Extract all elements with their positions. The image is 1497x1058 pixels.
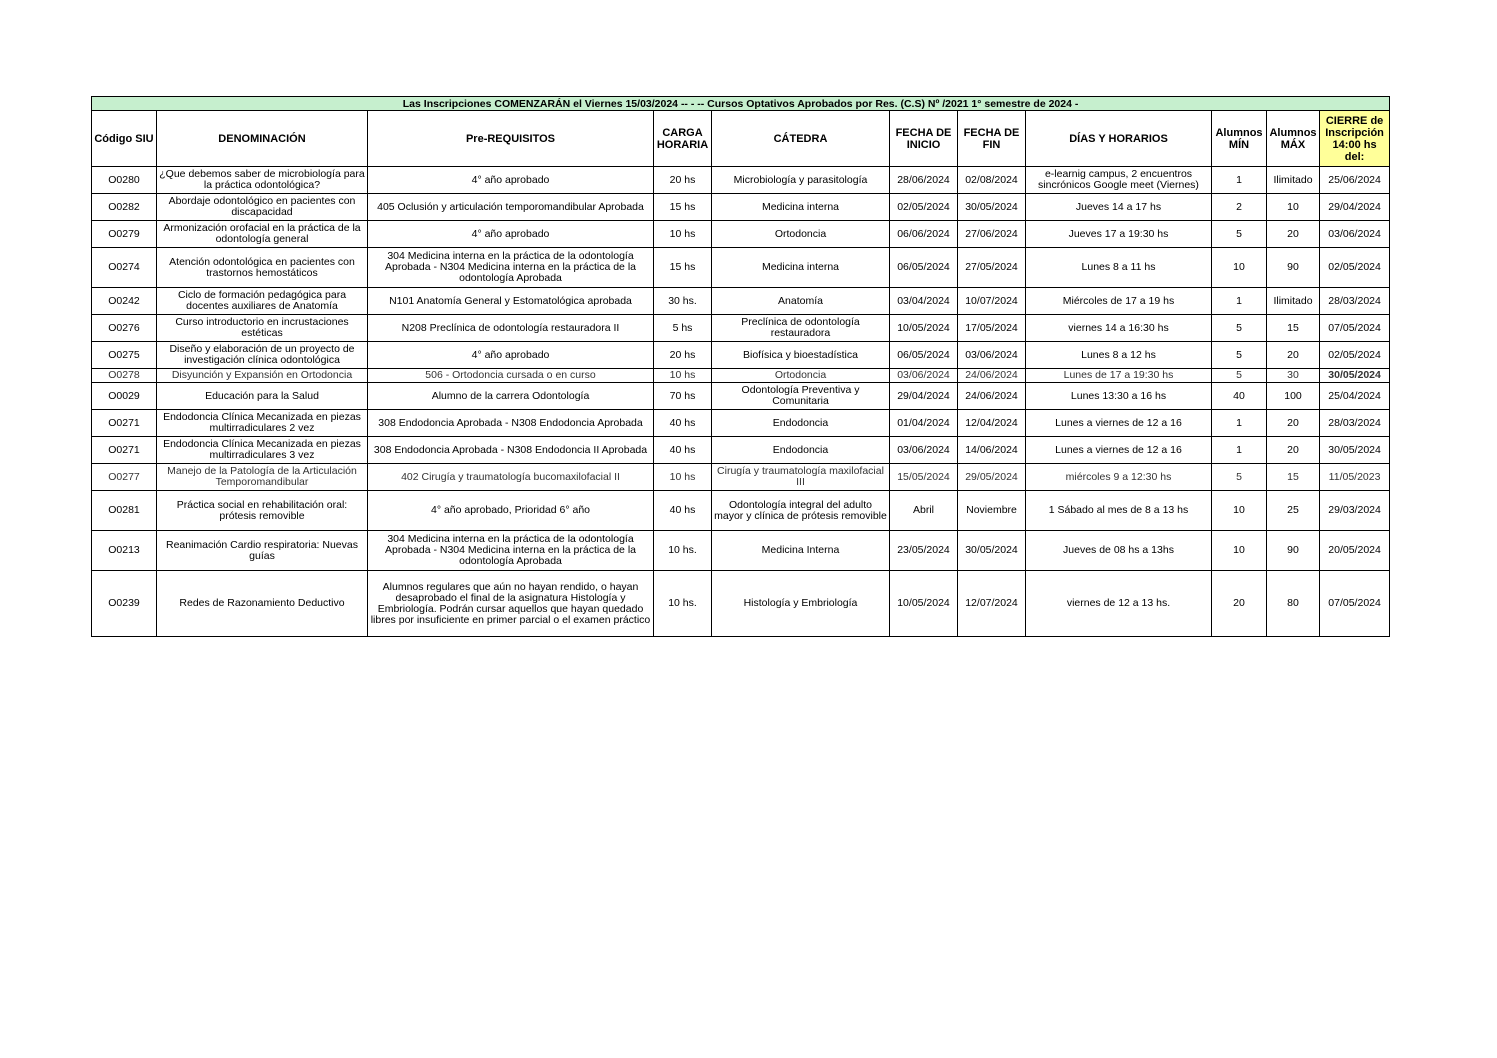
header-codigo: Código SIU — [92, 111, 157, 167]
cell-fin: 14/06/2024 — [958, 437, 1026, 464]
cell-codigo: O0275 — [92, 342, 157, 369]
cell-prereq: 308 Endodoncia Aprobada - N308 Endodoncia Aprobada — [368, 410, 654, 437]
table-row — [92, 410, 1390, 437]
cell-min: 5 — [1212, 464, 1267, 491]
cell-cierre: 25/06/2024 — [1320, 167, 1390, 194]
cell-fin: 24/06/2024 — [958, 369, 1026, 383]
cell-codigo: O0213 — [92, 531, 157, 571]
cell-inicio: 01/04/2024 — [890, 410, 958, 437]
cell-carga: 10 hs — [654, 221, 712, 248]
table-row — [92, 464, 1390, 491]
cell-min: 1 — [1212, 288, 1267, 315]
table-row — [92, 194, 1390, 221]
cell-cierre: 28/03/2024 — [1320, 288, 1390, 315]
cell-fin: 27/06/2024 — [958, 221, 1026, 248]
cell-denominacion: Disyunción y Expansión en Ortodoncia — [157, 369, 368, 383]
cell-cierre: 07/05/2024 — [1320, 571, 1390, 637]
cell-prereq: 304 Medicina interna en la práctica de la odontología Aprobada - N304 Medicina interna en la práctica de la odontología Aprobada — [368, 531, 654, 571]
cell-catedra: Histología y Embriología — [712, 571, 890, 637]
table-row — [92, 221, 1390, 248]
cell-carga: 5 hs — [654, 315, 712, 342]
cell-max: 90 — [1267, 531, 1320, 571]
cell-prereq: 304 Medicina interna en la práctica de la odontología Aprobada - N304 Medicina interna en la práctica de la odontología Aprobada — [368, 248, 654, 288]
cell-codigo: O0029 — [92, 383, 157, 410]
cell-catedra: Anatomía — [712, 288, 890, 315]
cell-max: 20 — [1267, 342, 1320, 369]
cell-max: 15 — [1267, 315, 1320, 342]
courses-table — [91, 96, 1390, 637]
header-carga: CARGA HORARIA — [654, 111, 712, 167]
cell-prereq: 4° año aprobado — [368, 342, 654, 369]
cell-fin: 27/05/2024 — [958, 248, 1026, 288]
cell-dias: Miércoles de 17 a 19 hs — [1026, 288, 1212, 315]
cell-prereq: 402 Cirugía y traumatología bucomaxilofacial II — [368, 464, 654, 491]
cell-cierre: 30/05/2024 — [1320, 369, 1390, 383]
cell-fin: 03/06/2024 — [958, 342, 1026, 369]
cell-dias: Jueves 17 a 19:30 hs — [1026, 221, 1212, 248]
cell-inicio: 03/06/2024 — [890, 369, 958, 383]
cell-carga: 20 hs — [654, 167, 712, 194]
cell-carga: 10 hs. — [654, 571, 712, 637]
cell-inicio: 06/05/2024 — [890, 342, 958, 369]
cell-codigo: O0274 — [92, 248, 157, 288]
cell-max: 25 — [1267, 491, 1320, 531]
cell-max: 15 — [1267, 464, 1320, 491]
cell-catedra: Endodoncia — [712, 437, 890, 464]
cell-dias: miércoles 9 a 12:30 hs — [1026, 464, 1212, 491]
cell-inicio: 29/04/2024 — [890, 383, 958, 410]
header-inicio: FECHA DE INICIO — [890, 111, 958, 167]
header-row — [92, 111, 1390, 167]
cell-prereq: 4° año aprobado — [368, 167, 654, 194]
cell-carga: 30 hs. — [654, 288, 712, 315]
cell-min: 2 — [1212, 194, 1267, 221]
cell-dias: viernes de 12 a 13 hs. — [1026, 571, 1212, 637]
cell-carga: 10 hs — [654, 369, 712, 383]
cell-codigo: O0278 — [92, 369, 157, 383]
cell-codigo: O0279 — [92, 221, 157, 248]
cell-dias: Lunes a viernes de 12 a 16 — [1026, 410, 1212, 437]
header-max: Alumnos MÁX — [1267, 111, 1320, 167]
table-row — [92, 315, 1390, 342]
cell-dias: Lunes de 17 a 19:30 hs — [1026, 369, 1212, 383]
cell-inicio: 15/05/2024 — [890, 464, 958, 491]
cell-fin: 12/04/2024 — [958, 410, 1026, 437]
cell-inicio: 02/05/2024 — [890, 194, 958, 221]
cell-catedra: Endodoncia — [712, 410, 890, 437]
cell-fin: 24/06/2024 — [958, 383, 1026, 410]
cell-fin: 17/05/2024 — [958, 315, 1026, 342]
cell-carga: 70 hs — [654, 383, 712, 410]
cell-prereq: Alumno de la carrera Odontología — [368, 383, 654, 410]
cell-carga: 15 hs — [654, 194, 712, 221]
cell-prereq: Alumnos regulares que aún no hayan rendido, o hayan desaprobado el final de la asignatura Histología y Embriología. Podrán cursar aquellos que hayan quedado libres por insuficiente en primer parcial o el examen práctico — [368, 571, 654, 637]
cell-fin: 12/07/2024 — [958, 571, 1026, 637]
cell-denominacion: Abordaje odontológico en pacientes con discapacidad — [157, 194, 368, 221]
cell-prereq: 405 Oclusión y articulación temporomandibular Aprobada — [368, 194, 654, 221]
cell-inicio: 10/05/2024 — [890, 315, 958, 342]
cell-inicio: 06/05/2024 — [890, 248, 958, 288]
cell-max: 10 — [1267, 194, 1320, 221]
cell-inicio: 03/04/2024 — [890, 288, 958, 315]
header-fin: FECHA DE FIN — [958, 111, 1026, 167]
cell-carga: 40 hs — [654, 491, 712, 531]
cell-dias: Lunes 8 a 11 hs — [1026, 248, 1212, 288]
cell-denominacion: Manejo de la Patología de la Articulación Temporomandibular — [157, 464, 368, 491]
cell-denominacion: Práctica social en rehabilitación oral: prótesis removible — [157, 491, 368, 531]
table-row — [92, 369, 1390, 383]
cell-catedra: Cirugía y traumatología maxilofacial III — [712, 464, 890, 491]
cell-max: 20 — [1267, 410, 1320, 437]
cell-cierre: 02/05/2024 — [1320, 248, 1390, 288]
cell-fin: 10/07/2024 — [958, 288, 1026, 315]
cell-inicio: Abril — [890, 491, 958, 531]
cell-denominacion: Armonización orofacial en la práctica de la odontología general — [157, 221, 368, 248]
cell-min: 40 — [1212, 383, 1267, 410]
header-catedra: CÁTEDRA — [712, 111, 890, 167]
table-row — [92, 437, 1390, 464]
cell-max: 20 — [1267, 437, 1320, 464]
cell-dias: Lunes 13:30 a 16 hs — [1026, 383, 1212, 410]
cell-cierre: 02/05/2024 — [1320, 342, 1390, 369]
cell-dias: Jueves 14 a 17 hs — [1026, 194, 1212, 221]
cell-catedra: Odontología Preventiva y Comunitaria — [712, 383, 890, 410]
cell-carga: 10 hs. — [654, 531, 712, 571]
cell-min: 10 — [1212, 531, 1267, 571]
cell-min: 1 — [1212, 437, 1267, 464]
table-row — [92, 248, 1390, 288]
cell-inicio: 06/06/2024 — [890, 221, 958, 248]
cell-cierre: 07/05/2024 — [1320, 315, 1390, 342]
table-row — [92, 571, 1390, 637]
cell-carga: 40 hs — [654, 437, 712, 464]
table-row — [92, 167, 1390, 194]
cell-max: 100 — [1267, 383, 1320, 410]
cell-codigo: O0239 — [92, 571, 157, 637]
cell-dias: 1 Sábado al mes de 8 a 13 hs — [1026, 491, 1212, 531]
cell-cierre: 03/06/2024 — [1320, 221, 1390, 248]
cell-denominacion: Atención odontológica en pacientes con trastornos hemostáticos — [157, 248, 368, 288]
cell-catedra: Preclínica de odontología restauradora — [712, 315, 890, 342]
table-row — [92, 342, 1390, 369]
cell-codigo: O0271 — [92, 437, 157, 464]
cell-min: 10 — [1212, 248, 1267, 288]
header-denominacion: DENOMINACIÓN — [157, 111, 368, 167]
cell-codigo: O0242 — [92, 288, 157, 315]
cell-denominacion: ¿Que debemos saber de microbiología para la práctica odontológica? — [157, 167, 368, 194]
cell-cierre: 29/03/2024 — [1320, 491, 1390, 531]
cell-denominacion: Diseño y elaboración de un proyecto de investigación clínica odontológica — [157, 342, 368, 369]
cell-max: Ilimitado — [1267, 167, 1320, 194]
cell-inicio: 23/05/2024 — [890, 531, 958, 571]
table-row — [92, 491, 1390, 531]
cell-fin: 29/05/2024 — [958, 464, 1026, 491]
table-row — [92, 383, 1390, 410]
cell-inicio: 03/06/2024 — [890, 437, 958, 464]
header-prereq: Pre-REQUISITOS — [368, 111, 654, 167]
header-min: Alumnos MÍN — [1212, 111, 1267, 167]
cell-dias: e-learnig campus, 2 encuentros sincrónicos Google meet (Viernes) — [1026, 167, 1212, 194]
cell-dias: Lunes a viernes de 12 a 16 — [1026, 437, 1212, 464]
cell-dias: viernes 14 a 16:30 hs — [1026, 315, 1212, 342]
cell-catedra: Biofísica y bioestadística — [712, 342, 890, 369]
cell-catedra: Odontología integral del adulto mayor y clínica de prótesis removible — [712, 491, 890, 531]
cell-denominacion: Redes de Razonamiento Deductivo — [157, 571, 368, 637]
cell-max: Ilimitado — [1267, 288, 1320, 315]
table-row — [92, 531, 1390, 571]
cell-max: 20 — [1267, 221, 1320, 248]
cell-prereq: 4° año aprobado, Prioridad 6° año — [368, 491, 654, 531]
cell-min: 5 — [1212, 315, 1267, 342]
header-cierre: CIERRE de Inscripción 14:00 hs del: — [1320, 111, 1390, 167]
cell-cierre: 11/05/2023 — [1320, 464, 1390, 491]
table-row — [92, 288, 1390, 315]
cell-cierre: 25/04/2024 — [1320, 383, 1390, 410]
cell-prereq: 506 - Ortodoncia cursada o en curso — [368, 369, 654, 383]
cell-cierre: 20/05/2024 — [1320, 531, 1390, 571]
cell-codigo: O0276 — [92, 315, 157, 342]
cell-denominacion: Endodoncia Clínica Mecanizada en piezas multirradiculares 2 vez — [157, 410, 368, 437]
cell-min: 5 — [1212, 369, 1267, 383]
cell-catedra: Ortodoncia — [712, 369, 890, 383]
cell-codigo: O0282 — [92, 194, 157, 221]
cell-inicio: 10/05/2024 — [890, 571, 958, 637]
cell-denominacion: Reanimación Cardio respiratoria: Nuevas guías — [157, 531, 368, 571]
cell-cierre: 28/03/2024 — [1320, 410, 1390, 437]
cell-codigo: O0281 — [92, 491, 157, 531]
cell-dias: Jueves de 08 hs a 13hs — [1026, 531, 1212, 571]
cell-max: 80 — [1267, 571, 1320, 637]
cell-codigo: O0271 — [92, 410, 157, 437]
cell-min: 5 — [1212, 342, 1267, 369]
cell-dias: Lunes 8 a 12 hs — [1026, 342, 1212, 369]
cell-denominacion: Educación para la Salud — [157, 383, 368, 410]
cell-carga: 40 hs — [654, 410, 712, 437]
cell-min: 1 — [1212, 167, 1267, 194]
cell-catedra: Medicina interna — [712, 194, 890, 221]
cell-carga: 20 hs — [654, 342, 712, 369]
cell-denominacion: Ciclo de formación pedagógica para docentes auxiliares de Anatomía — [157, 288, 368, 315]
cell-fin: 30/05/2024 — [958, 531, 1026, 571]
cell-prereq: 4° año aprobado — [368, 221, 654, 248]
cell-min: 10 — [1212, 491, 1267, 531]
cell-cierre: 29/04/2024 — [1320, 194, 1390, 221]
cell-fin: Noviembre — [958, 491, 1026, 531]
cell-min: 1 — [1212, 410, 1267, 437]
cell-fin: 30/05/2024 — [958, 194, 1026, 221]
cell-catedra: Medicina interna — [712, 248, 890, 288]
cell-max: 30 — [1267, 369, 1320, 383]
banner-title: Las Inscripciones COMENZARÁN el Viernes 15/03/2024 -- - -- Cursos Optativos Aprobados por Res. (C.S) Nº /2021 1° semestre de 2024 - — [92, 97, 1390, 111]
cell-prereq: 308 Endodoncia Aprobada - N308 Endodoncia II Aprobada — [368, 437, 654, 464]
cell-prereq: N208 Preclínica de odontología restauradora II — [368, 315, 654, 342]
cell-min: 20 — [1212, 571, 1267, 637]
cell-max: 90 — [1267, 248, 1320, 288]
cell-catedra: Ortodoncia — [712, 221, 890, 248]
cell-codigo: O0277 — [92, 464, 157, 491]
cell-fin: 02/08/2024 — [958, 167, 1026, 194]
cell-denominacion: Curso introductorio en incrustaciones estéticas — [157, 315, 368, 342]
cell-catedra: Medicina Interna — [712, 531, 890, 571]
cell-prereq: N101 Anatomía General y Estomatológica aprobada — [368, 288, 654, 315]
header-dias: DÍAS Y HORARIOS — [1026, 111, 1212, 167]
cell-carga: 15 hs — [654, 248, 712, 288]
cell-cierre: 30/05/2024 — [1320, 437, 1390, 464]
cell-carga: 10 hs — [654, 464, 712, 491]
cell-codigo: O0280 — [92, 167, 157, 194]
cell-inicio: 28/06/2024 — [890, 167, 958, 194]
cell-min: 5 — [1212, 221, 1267, 248]
cell-denominacion: Endodoncia Clínica Mecanizada en piezas multirradiculares 3 vez — [157, 437, 368, 464]
cell-catedra: Microbiología y parasitología — [712, 167, 890, 194]
